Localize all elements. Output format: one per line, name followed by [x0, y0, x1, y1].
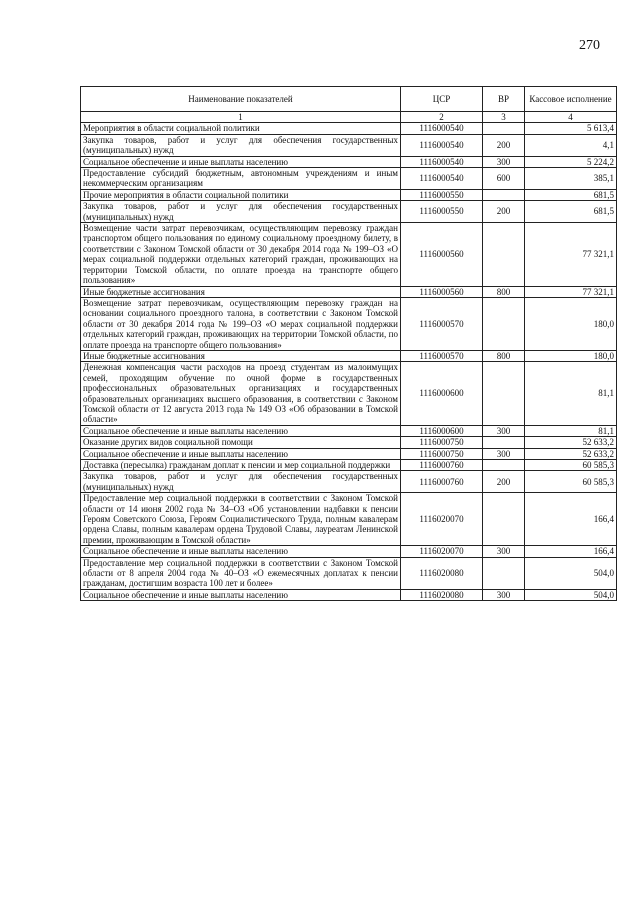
table-row [81, 123, 617, 134]
row-name-cell: Социальное обеспечение и иные выплаты населению [81, 425, 401, 436]
row-sum-cell: 77 321,1 [525, 286, 617, 297]
row-csr-cell: 1116000540 [401, 123, 483, 134]
row-sum-cell: 5 613,4 [525, 123, 617, 134]
row-vr-cell [483, 223, 525, 286]
table-body [81, 123, 617, 601]
row-csr-cell: 1116020080 [401, 589, 483, 600]
table-row [81, 168, 617, 190]
row-vr-cell: 300 [483, 448, 525, 459]
row-csr-cell: 1116000600 [401, 362, 483, 425]
row-vr-cell: 300 [483, 425, 525, 436]
row-name-cell: Предоставление мер социальной поддержки в соответствии с Законом Томской области от 14 июня 2002 года № 34–ОЗ «Об установлении надбавки к пенсии Героям Советского Союза, Героям Социалистического Труда, полным кавалерам ордена Славы, полным кавалерам ордена Трудовой Славы, лауреатам Ленинской премии, проживающим в Томской области» [81, 493, 401, 546]
row-vr-cell: 300 [483, 546, 525, 557]
header-row [81, 87, 617, 112]
table-row [81, 557, 617, 589]
row-sum-cell: 504,0 [525, 557, 617, 589]
row-name-cell: Социальное обеспечение и иные выплаты населению [81, 448, 401, 459]
row-vr-cell [483, 557, 525, 589]
row-csr-cell: 1116000750 [401, 448, 483, 459]
row-sum-cell: 5 224,2 [525, 156, 617, 167]
row-sum-cell: 681,5 [525, 189, 617, 200]
row-vr-cell [483, 189, 525, 200]
row-name-cell: Возмещение части затрат перевозчикам, осуществляющим перевозку граждан транспортом общего пользования по единому социальному проездному билету, в соответствии с Законом Томской области от 30 декабря 2014 года № 199–ОЗ «О мерах социальной поддержки отдельных категорий граждан, проживающих на территории Томской области, по оплате проезда на транспорте общего пользования» [81, 223, 401, 286]
row-vr-cell [483, 493, 525, 546]
row-name-cell: Доставка (пересылка) гражданам доплат к пенсии и мер социальной поддержки [81, 460, 401, 471]
row-csr-cell: 1116000560 [401, 223, 483, 286]
row-csr-cell: 1116000550 [401, 189, 483, 200]
table-row [81, 448, 617, 459]
table-row [81, 471, 617, 493]
table-row [81, 362, 617, 425]
table-row [81, 297, 617, 350]
header-vr: ВР [483, 87, 525, 112]
row-csr-cell: 1116000540 [401, 156, 483, 167]
row-name-cell: Социальное обеспечение и иные выплаты населению [81, 546, 401, 557]
row-csr-cell: 1116000540 [401, 168, 483, 190]
row-sum-cell: 52 633,2 [525, 448, 617, 459]
row-vr-cell: 200 [483, 201, 525, 223]
table-row [81, 546, 617, 557]
table-row [81, 156, 617, 167]
row-name-cell: Иные бюджетные ассигнования [81, 350, 401, 361]
table-row [81, 201, 617, 223]
row-sum-cell: 81,1 [525, 362, 617, 425]
row-sum-cell: 681,5 [525, 201, 617, 223]
row-vr-cell: 800 [483, 350, 525, 361]
header-csr: ЦСР [401, 87, 483, 112]
row-name-cell: Иные бюджетные ассигнования [81, 286, 401, 297]
row-vr-cell: 800 [483, 286, 525, 297]
row-csr-cell: 1116020070 [401, 546, 483, 557]
row-sum-cell: 81,1 [525, 425, 617, 436]
budget-execution-table [80, 86, 617, 601]
header-name: Наименование показателей [81, 87, 401, 112]
table-row [81, 589, 617, 600]
row-name-cell: Закупка товаров, работ и услуг для обеспечения государственных (муниципальных) нужд [81, 201, 401, 223]
header-sum: Кассовое исполнение [525, 87, 617, 112]
row-name-cell: Предоставление субсидий бюджетным, автономным учреждениям и иным некоммерческим организациям [81, 168, 401, 190]
row-sum-cell: 180,0 [525, 350, 617, 361]
row-csr-cell: 1116000550 [401, 201, 483, 223]
row-sum-cell: 504,0 [525, 589, 617, 600]
row-vr-cell [483, 123, 525, 134]
row-vr-cell: 300 [483, 156, 525, 167]
row-csr-cell: 1116000540 [401, 134, 483, 156]
row-sum-cell: 52 633,2 [525, 437, 617, 448]
row-name-cell: Социальное обеспечение и иные выплаты населению [81, 156, 401, 167]
row-vr-cell [483, 362, 525, 425]
column-number: 3 [483, 112, 525, 123]
row-sum-cell: 385,1 [525, 168, 617, 190]
column-number: 2 [401, 112, 483, 123]
row-csr-cell: 1116000760 [401, 471, 483, 493]
row-vr-cell [483, 460, 525, 471]
row-sum-cell: 166,4 [525, 546, 617, 557]
row-name-cell: Прочие мероприятия в области социальной политики [81, 189, 401, 200]
row-sum-cell: 4,1 [525, 134, 617, 156]
table-row [81, 223, 617, 286]
table-row [81, 286, 617, 297]
row-sum-cell: 77 321,1 [525, 223, 617, 286]
row-csr-cell: 1116000760 [401, 460, 483, 471]
row-csr-cell: 1116000570 [401, 297, 483, 350]
table-row [81, 134, 617, 156]
row-sum-cell: 60 585,3 [525, 471, 617, 493]
row-csr-cell: 1116000600 [401, 425, 483, 436]
row-name-cell: Закупка товаров, работ и услуг для обеспечения государственных (муниципальных) нужд [81, 471, 401, 493]
row-vr-cell: 600 [483, 168, 525, 190]
row-csr-cell: 1116000570 [401, 350, 483, 361]
page-number: 270 [579, 38, 600, 53]
table-row [81, 189, 617, 200]
column-number: 1 [81, 112, 401, 123]
row-sum-cell: 180,0 [525, 297, 617, 350]
table-row [81, 350, 617, 361]
column-number-row [81, 112, 617, 123]
column-number: 4 [525, 112, 617, 123]
row-name-cell: Денежная компенсация части расходов на проезд студентам из малоимущих семей, проходящим обучение по очной форме в государственных профессиональных образовательных организациях и государственных образовательных организациях высшего образования, в соответствии с Законом Томской области от 12 августа 2013 года № 149 ОЗ «Об образовании в Томской области» [81, 362, 401, 425]
row-vr-cell [483, 297, 525, 350]
row-csr-cell: 1116020070 [401, 493, 483, 546]
row-name-cell: Мероприятия в области социальной политики [81, 123, 401, 134]
table-row [81, 425, 617, 436]
row-csr-cell: 1116020080 [401, 557, 483, 589]
row-vr-cell [483, 437, 525, 448]
row-name-cell: Предоставление мер социальной поддержки в соответствии с Законом Томской области от 8 апреля 2004 года № 40–ОЗ «О ежемесячных доплатах к пенсии гражданам, достигшим возраста 100 лет и более» [81, 557, 401, 589]
table-row [81, 493, 617, 546]
row-name-cell: Возмещение затрат перевозчикам, осуществляющим перевозку граждан на основании социального проездного талона, в соответствии с Законом Томской области от 30 декабря 2014 года № 199–ОЗ «О мерах социальной поддержки отдельных категорий граждан, проживающих на территории Томской области, по оплате проезда на транспорте общего пользования» [81, 297, 401, 350]
row-vr-cell: 300 [483, 589, 525, 600]
table-row [81, 460, 617, 471]
table-row [81, 437, 617, 448]
row-sum-cell: 166,4 [525, 493, 617, 546]
row-vr-cell: 200 [483, 134, 525, 156]
row-csr-cell: 1116000560 [401, 286, 483, 297]
row-name-cell: Социальное обеспечение и иные выплаты населению [81, 589, 401, 600]
row-vr-cell: 200 [483, 471, 525, 493]
row-name-cell: Закупка товаров, работ и услуг для обеспечения государственных (муниципальных) нужд [81, 134, 401, 156]
row-name-cell: Оказание других видов социальной помощи [81, 437, 401, 448]
row-csr-cell: 1116000750 [401, 437, 483, 448]
row-sum-cell: 60 585,3 [525, 460, 617, 471]
